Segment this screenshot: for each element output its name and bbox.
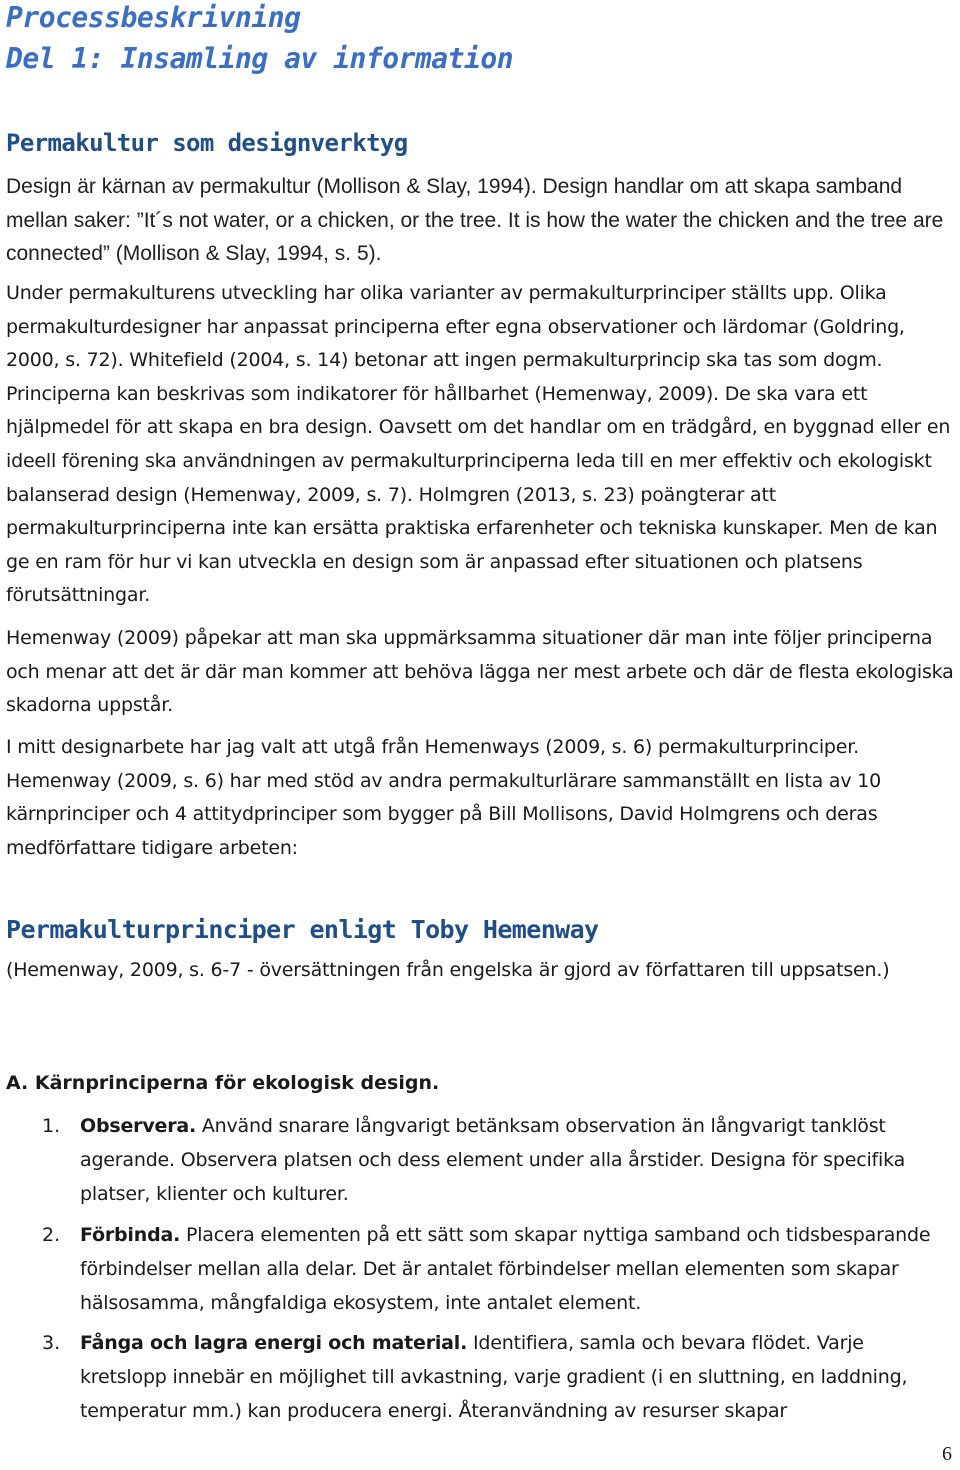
list-item-number: 1. — [42, 1115, 61, 1137]
list-item-body — [80, 1326, 955, 1429]
list-item-number: 3. — [42, 1332, 61, 1354]
section-heading-design-tool: Permakultur som designverktyg — [6, 129, 408, 157]
list-item-text: Identifiera, samla och bevara flödet. Varje kretslopp innebär en möjlighet till avkastning, varje gradient (i en sluttning, en laddning, temperatur mm.) kan producera energi. Återanvändning av resurser skapar — [80, 1332, 908, 1423]
body-paragraph-principles-development: Under permakulturens utveckling har olika varianter av permakulturprinciper ställts upp. Olika permakulturdesigner har anpassat principerna efter egna observationer och lärdomar (Goldring, 2000, s. 72). Whitefield (2004, s. 14) betonar att ingen permakulturprincip ska tas som dogm. Principerna kan beskrivas som indikatorer för hållbarhet (Hemenway, 2009). De ska vara ett hjälpmedel för att skapa en bra design. Oavsett om det handlar om en trädgård, en byggnad eller en ideell förening ska användningen av permakulturprinciperna leda till en mer effektiv och ekologiskt balanserad design (Hemenway, 2009, s. 7). Holmgren (2013, s. 23) poängterar att permakulturprinciperna inte kan ersätta praktiska erfarenheter och tekniska kunskaper. Men de kan ge en ram för hur vi kan utveckla en design som är anpassad efter situationen och platsens förutsättningar. — [6, 282, 951, 607]
page-number: 6 — [942, 1443, 952, 1465]
list-item-body — [80, 1218, 955, 1321]
list-item-lead: Fånga och lagra energi och material. — [80, 1332, 468, 1354]
list-item-text: Placera elementen på ett sätt som skapar nyttiga samband och tidsbesparande förbindelser mellan alla delar. Det är antalet förbindelser mellan elementen som skapar hälsosamma, mångfaldiga ekosystem, inte antalet element. — [80, 1224, 931, 1315]
body-paragraph-hemenway-situations: Hemenway (2009) påpekar att man ska uppmärksamma situationer där man inte följer principerna och menar att det är där man kommer att behöva lägga ner mest arbete och där de flesta ekologiska skadorna uppstår. — [6, 627, 954, 717]
list-item-number: 2. — [42, 1224, 61, 1246]
list-item-lead: Förbinda. — [80, 1224, 181, 1246]
list-item-body — [80, 1109, 955, 1212]
document-title: Processbeskrivning — [6, 1, 301, 34]
section-heading-hemenway-principles: Permakulturprinciper enligt Toby Hemenway — [6, 915, 599, 944]
translation-note: (Hemenway, 2009, s. 6-7 - översättningen från engelska är gjord av författaren till uppsatsen.) — [6, 959, 890, 981]
intro-paragraph: Design är kärnan av permakultur (Mollison & Slay, 1994). Design handlar om att skapa samband mellan saker: ”It´s not water, or a chicken, or the tree. It is how the water the chicken and the tree are connected” (Mollison & Slay, 1994, s. 5). — [6, 175, 944, 265]
body-paragraph-design-choice: I mitt designarbete har jag valt att utgå från Hemenways (2009, s. 6) permakulturprinciper. Hemenway (2009, s. 6) har med stöd av andra permakulturlärare sammanställt en lista av 10 kärnprinciper och 4 attitydprinciper som bygger på Bill Mollisons, David Holmgrens och deras medförfattare tidigare arbeten: — [6, 736, 881, 859]
list-item-text: Använd snarare långvarigt betänksam observation än långvarigt tanklöst agerande. Observera platsen och dess element under alla årstider. Designa för specifika platser, klienter och kulturer. — [80, 1115, 906, 1206]
list-item-lead: Observera. — [80, 1115, 196, 1137]
document-subtitle: Del 1: Insamling av information — [6, 42, 514, 75]
subheading-core-principles: A. Kärnprinciperna för ekologisk design. — [6, 1072, 440, 1094]
